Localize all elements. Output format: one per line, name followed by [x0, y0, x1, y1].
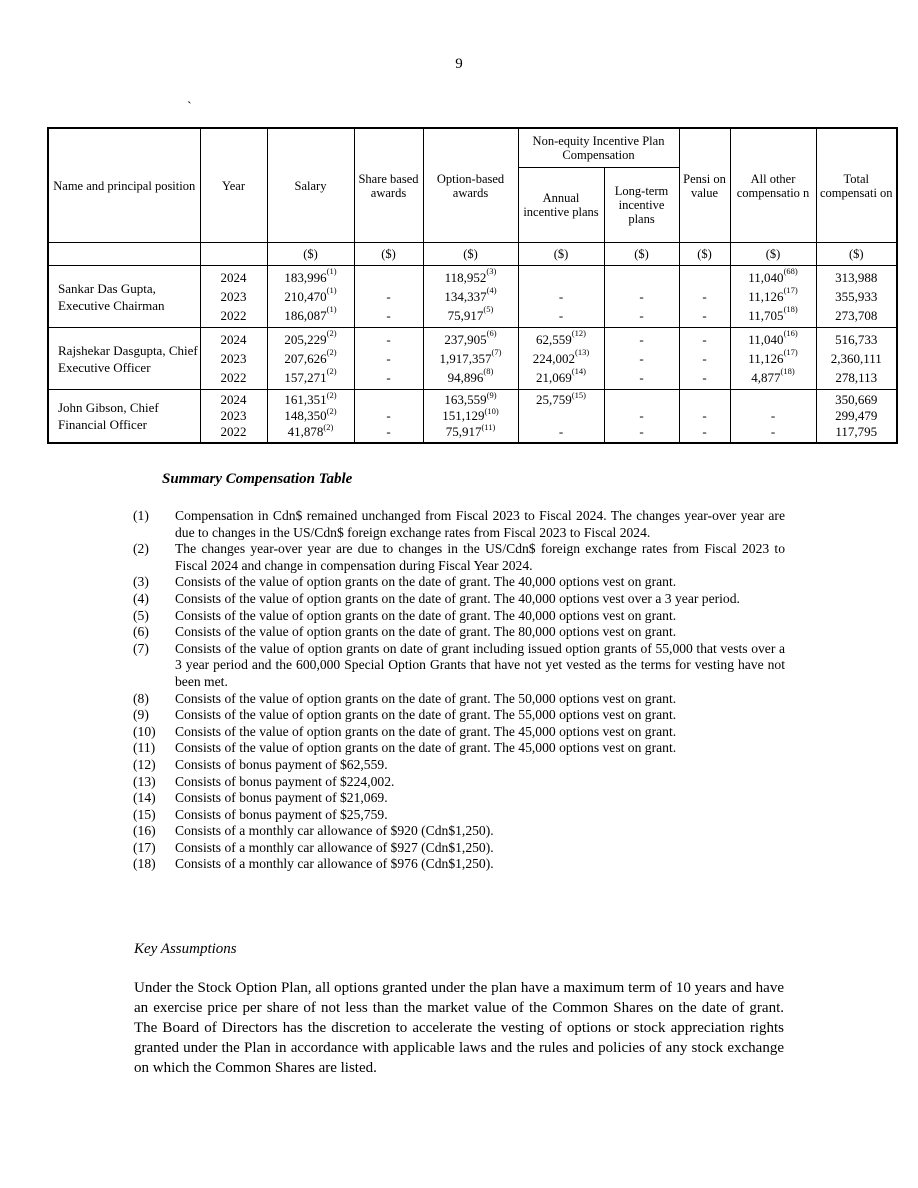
header-longterm-incentive: Long-term incentive plans	[604, 168, 679, 243]
cell-value: 313,988	[835, 270, 878, 285]
cell-value	[268, 306, 354, 325]
value-text: 94,896	[447, 370, 484, 385]
footnote-ref: (2)	[326, 347, 337, 357]
cell-option	[423, 328, 518, 390]
cell-value: 117,795	[835, 424, 878, 439]
footnote-ref: (2)	[326, 390, 337, 400]
cell-value: -	[386, 332, 391, 347]
value-text: 148,350	[284, 408, 327, 423]
footnote-ref: (1)	[326, 285, 337, 295]
cell-value	[424, 349, 518, 368]
footnote-number: (16)	[133, 823, 156, 839]
value-text: 183,996	[284, 270, 327, 285]
footnote-item	[133, 574, 785, 591]
cell-value: -	[702, 424, 707, 439]
cell-value	[731, 392, 816, 408]
footnote-item	[133, 790, 785, 807]
cell-pension	[679, 266, 730, 328]
cell-value	[268, 349, 354, 368]
cell-value: 350,669	[835, 392, 878, 407]
footnote-text: Consists of a monthly car allowance of $927 (Cdn$1,250).	[175, 839, 494, 855]
cell-value: -	[386, 289, 391, 304]
cell-value: 2022	[220, 370, 247, 385]
footnote-ref: (2)	[326, 366, 337, 376]
footnote-number: (18)	[133, 856, 156, 872]
cell-value: 2023	[220, 408, 247, 423]
value-text: 163,559	[444, 392, 487, 407]
cell-years	[200, 328, 267, 390]
cell-value	[268, 368, 354, 387]
footnote-ref: (1)	[326, 304, 337, 314]
footnote-number: (14)	[133, 790, 156, 806]
cell-salary	[267, 390, 354, 444]
unit-label: ($)	[423, 243, 518, 266]
value-text: 21,069	[536, 370, 572, 385]
footnote-item	[133, 856, 785, 873]
footnote-item	[133, 541, 785, 574]
key-assumptions-paragraph: Under the Stock Option Plan, all options granted under the plan have a maximum term of 10 years and have an exercise price per share of not less than the market value of the Common Shares on the date of grant. The Board of Directors has the discretion to accelerate the vesting of options or stock appreciation rights granted under the Plan in accordance with applicable laws and the rules and policies of any stock exchange on which the Common Shares are listed.	[134, 980, 784, 1076]
cell-total	[816, 390, 897, 444]
value-text: 210,470	[284, 289, 327, 304]
cell-value	[731, 349, 816, 368]
footnote-item	[133, 508, 785, 541]
cell-salary	[267, 266, 354, 328]
cell-salary	[267, 328, 354, 390]
cell-pension	[679, 328, 730, 390]
cell-value	[355, 268, 423, 287]
cell-value: -	[386, 351, 391, 366]
cell-other	[730, 266, 816, 328]
table-row	[48, 390, 897, 444]
footnote-item	[133, 774, 785, 791]
footnote-text: Consists of the value of option grants on the date of grant. The 40,000 options vest on grant.	[175, 574, 677, 590]
footnote-text: Consists of the value of option grants on date of grant including issued option grants of 55,000 that vests over a 3 year period and the 600,000 Special Option Grants that have not yet vested as the terms for vesting have not been met.	[175, 640, 785, 689]
value-text: 11,126	[748, 289, 784, 304]
cell-value: 2024	[220, 392, 247, 407]
cell-value	[731, 330, 816, 349]
footnote-ref: (6)	[486, 328, 497, 338]
value-text: 75,917	[447, 308, 484, 323]
cell-value	[355, 392, 423, 408]
cell-value: -	[639, 424, 644, 439]
cell-value: 273,708	[835, 308, 878, 323]
footnote-number: (11)	[133, 740, 156, 756]
cell-value	[424, 287, 518, 306]
footnote-text: Consists of the value of option grants on the date of grant. The 40,000 options vest on grant.	[175, 607, 677, 623]
header-option-based: Option-based awards	[423, 128, 518, 243]
footnote-ref: (2)	[323, 422, 334, 432]
cell-value	[519, 368, 604, 387]
cell-value	[680, 392, 730, 408]
footnote-ref: (2)	[326, 328, 337, 338]
cell-pension	[679, 390, 730, 444]
footnote-number: (17)	[133, 839, 156, 855]
cell-value: 278,113	[835, 370, 878, 385]
value-text: 161,351	[284, 392, 327, 407]
cell-years	[200, 266, 267, 328]
table-caption: Summary Compensation Table	[162, 471, 353, 487]
header-salary: Salary	[267, 128, 354, 243]
header-all-other: All other compensatio n	[730, 128, 816, 243]
cell-option	[423, 390, 518, 444]
person-name: John Gibson, Chief Financial Officer	[48, 390, 200, 444]
footnote-number: (9)	[133, 707, 149, 723]
cell-value: -	[639, 332, 644, 347]
cell-value	[519, 349, 604, 368]
footnote-ref: (18)	[783, 304, 798, 314]
value-text: 41,878	[287, 424, 324, 439]
cell-value	[268, 424, 354, 440]
cell-value	[605, 268, 679, 287]
footnote-text: Consists of bonus payment of $62,559.	[175, 756, 388, 772]
cell-value: -	[702, 370, 707, 385]
footnote-number: (15)	[133, 806, 156, 822]
footnote-text: Consists of the value of option grants on the date of grant. The 55,000 options vest on grant.	[175, 707, 677, 723]
cell-value: -	[639, 289, 644, 304]
cell-value	[268, 408, 354, 424]
cell-value: -	[702, 289, 707, 304]
page-number: 9	[455, 56, 463, 72]
footnote-item	[133, 757, 785, 774]
footnote-text: Consists of the value of option grants on the date of grant. The 80,000 options vest on grant.	[175, 624, 677, 640]
cell-value: -	[558, 424, 564, 439]
cell-value: -	[639, 351, 644, 366]
cell-value: 516,733	[835, 332, 878, 347]
cell-value	[519, 408, 604, 424]
footnote-number: (5)	[133, 607, 149, 623]
cell-value: -	[639, 408, 644, 423]
footnote-text: Consists of the value of option grants on the date of grant. The 45,000 options vest on grant.	[175, 740, 677, 756]
footnote-ref: (12)	[571, 328, 586, 338]
footnote-ref: (11)	[481, 422, 496, 432]
cell-share	[354, 328, 423, 390]
footnote-ref: (9)	[486, 390, 497, 400]
header-total: Total compensati on	[816, 128, 897, 243]
footnote-text: The changes year-over year are due to changes in the US/Cdn$ foreign exchange rates from Fiscal 2023 to Fiscal 2024 and change in compensation during Fiscal Year 2024.	[175, 541, 785, 573]
stray-mark: `	[187, 100, 192, 115]
cell-value	[424, 392, 518, 408]
value-text: 157,271	[284, 370, 327, 385]
cell-value: 2023	[220, 351, 247, 366]
cell-value	[424, 408, 518, 424]
footnote-ref: (1)	[326, 266, 337, 276]
table-row	[48, 328, 897, 390]
value-text: 237,905	[444, 332, 487, 347]
cell-value	[731, 306, 816, 325]
footnote-item	[133, 807, 785, 824]
value-text: 207,626	[284, 351, 327, 366]
footnote-ref: (13)	[575, 347, 590, 357]
value-text: 75,917	[445, 424, 482, 439]
cell-value	[424, 306, 518, 325]
cell-annual	[518, 390, 604, 444]
footnote-text: Consists of a monthly car allowance of $920 (Cdn$1,250).	[175, 823, 494, 839]
cell-value: 2024	[220, 332, 247, 347]
footnote-item	[133, 724, 785, 741]
cell-longterm	[604, 390, 679, 444]
cell-annual	[518, 266, 604, 328]
footnote-text: Consists of a monthly car allowance of $976 (Cdn$1,250).	[175, 856, 494, 872]
footnote-item	[133, 740, 785, 757]
footnote-item	[133, 707, 785, 724]
cell-value: -	[770, 408, 776, 423]
footnote-number: (4)	[133, 590, 149, 606]
cell-value	[605, 392, 679, 408]
footnote-text: Compensation in Cdn$ remained unchanged from Fiscal 2023 to Fiscal 2024. The changes year-over year are due to changes in the US/Cdn$ foreign exchange rates from Fiscal 2023 to Fiscal 2024.	[175, 508, 785, 540]
footnote-ref: (15)	[571, 390, 586, 400]
cell-other	[730, 390, 816, 444]
cell-longterm	[604, 328, 679, 390]
footnote-item	[133, 840, 785, 857]
value-text: 1,917,357	[439, 351, 492, 366]
footnote-ref: (7)	[491, 347, 502, 357]
unit-label: ($)	[518, 243, 604, 266]
cell-value	[731, 368, 816, 387]
footnote-number: (7)	[133, 640, 149, 656]
footnote-text: Consists of bonus payment of $25,759.	[175, 806, 388, 822]
header-share-based: Share based awards	[354, 128, 423, 243]
footnote-number: (8)	[133, 690, 149, 706]
header-year: Year	[200, 128, 267, 243]
cell-value: -	[639, 308, 644, 323]
unit-label: ($)	[267, 243, 354, 266]
cell-value	[268, 287, 354, 306]
cell-value	[268, 392, 354, 408]
cell-value	[519, 268, 604, 287]
footnote-ref: (14)	[571, 366, 586, 376]
cell-years	[200, 390, 267, 444]
header-non-equity-group: Non-equity Incentive Plan Compensation	[518, 128, 679, 168]
value-text: 151,129	[442, 408, 485, 423]
footnote-ref: (5)	[483, 304, 494, 314]
footnote-ref: (10)	[484, 406, 499, 416]
footnotes-list	[133, 508, 785, 873]
cell-value: -	[702, 308, 707, 323]
footnote-ref: (8)	[483, 366, 494, 376]
value-text: 118,952	[444, 270, 487, 285]
footnote-number: (1)	[133, 508, 149, 523]
cell-value: -	[702, 351, 707, 366]
footnote-item	[133, 641, 785, 691]
units-row	[48, 243, 897, 266]
cell-value: 2024	[220, 270, 247, 285]
cell-total	[816, 328, 897, 390]
footnote-number: (12)	[133, 756, 156, 772]
cell-value: 2,360,111	[830, 351, 882, 366]
summary-compensation-table	[47, 127, 898, 444]
footnote-ref: (18)	[780, 366, 795, 376]
value-text: 11,040	[748, 332, 784, 347]
unit-label: ($)	[730, 243, 816, 266]
cell-value: 299,479	[835, 408, 878, 423]
cell-value	[519, 330, 604, 349]
cell-value: -	[770, 424, 776, 439]
value-text: 134,337	[444, 289, 487, 304]
footnote-number: (3)	[133, 574, 149, 590]
person-name: Sankar Das Gupta, Executive Chairman	[48, 266, 200, 328]
footnote-item	[133, 624, 785, 641]
cell-value: -	[639, 370, 644, 385]
footnote-ref: (3)	[486, 266, 497, 276]
value-text: 224,002	[532, 351, 576, 366]
header-name: Name and principal position	[48, 128, 200, 243]
footnote-text: Consists of bonus payment of $224,002.	[175, 773, 395, 789]
cell-value: 2023	[220, 289, 247, 304]
cell-value: -	[386, 424, 391, 439]
cell-value	[731, 287, 816, 306]
footnote-number: (10)	[133, 723, 156, 739]
footnote-ref: (68)	[783, 266, 798, 276]
footnote-text: Consists of bonus payment of $21,069.	[175, 790, 388, 806]
cell-option	[423, 266, 518, 328]
footnote-item	[133, 691, 785, 708]
cell-value: -	[386, 408, 391, 423]
footnote-text: Consists of the value of option grants on the date of grant. The 40,000 options vest over a 3 year period.	[175, 590, 740, 606]
cell-value: -	[386, 370, 391, 385]
unit-label: ($)	[354, 243, 423, 266]
key-assumptions-heading: Key Assumptions	[134, 941, 237, 957]
header-pension: Pensi on value	[679, 128, 730, 243]
value-text: 11,126	[748, 351, 784, 366]
cell-value	[731, 268, 816, 287]
table-row	[48, 266, 897, 328]
cell-value: 2022	[220, 424, 247, 439]
cell-other	[730, 328, 816, 390]
cell-value	[424, 268, 518, 287]
unit-label: ($)	[604, 243, 679, 266]
footnote-item	[133, 823, 785, 840]
footnote-number: (2)	[133, 541, 149, 557]
footnote-text: Consists of the value of option grants on the date of grant. The 45,000 options vest on grant.	[175, 723, 677, 739]
value-text: 62,559	[536, 332, 572, 347]
cell-value: 355,933	[835, 289, 878, 304]
value-text: 11,040	[748, 270, 784, 285]
unit-label: ($)	[679, 243, 730, 266]
cell-value: -	[702, 408, 707, 423]
cell-value: 2022	[220, 308, 247, 323]
cell-value	[268, 330, 354, 349]
unit-label: ($)	[816, 243, 897, 266]
value-text: 205,229	[284, 332, 327, 347]
footnote-ref: (2)	[326, 406, 337, 416]
footnote-item	[133, 608, 785, 625]
cell-annual	[518, 328, 604, 390]
value-text: 25,759	[536, 392, 572, 407]
cell-value	[268, 268, 354, 287]
value-text: 186,087	[284, 308, 327, 323]
cell-value: -	[702, 332, 707, 347]
cell-value	[519, 392, 604, 408]
value-text: 11,705	[748, 308, 784, 323]
person-name: Rajshekar Dasgupta, Chief Executive Officer	[48, 328, 200, 390]
cell-value: -	[386, 308, 391, 323]
footnote-ref: (17)	[783, 285, 798, 295]
value-text: 4,877	[751, 370, 781, 385]
footnote-ref: (17)	[783, 347, 798, 357]
cell-value: -	[558, 289, 564, 304]
footnote-ref: (4)	[486, 285, 497, 295]
cell-share	[354, 390, 423, 444]
cell-value	[424, 424, 518, 440]
cell-value	[424, 330, 518, 349]
cell-total	[816, 266, 897, 328]
footnote-number: (6)	[133, 624, 149, 640]
footnote-number: (13)	[133, 773, 156, 789]
cell-share	[354, 266, 423, 328]
footnote-text: Consists of the value of option grants on the date of grant. The 50,000 options vest on grant.	[175, 690, 677, 706]
header-annual-incentive: Annual incentive plans	[518, 168, 604, 243]
footnote-ref: (16)	[783, 328, 798, 338]
cell-value	[424, 368, 518, 387]
cell-value	[680, 268, 730, 287]
footnote-item	[133, 591, 785, 608]
cell-value: -	[558, 308, 564, 323]
cell-longterm	[604, 266, 679, 328]
